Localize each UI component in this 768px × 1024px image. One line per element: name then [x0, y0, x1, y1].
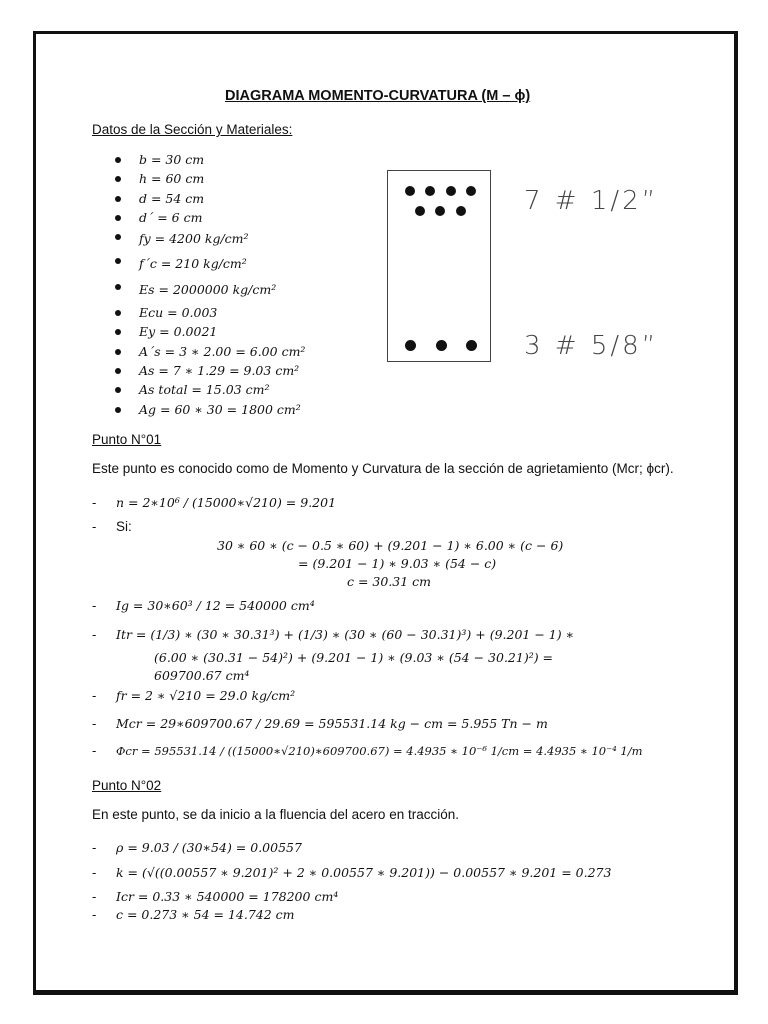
rebar-dot [435, 206, 445, 216]
formula-ig: Ig = 30∗60³ / 12 = 540000 cm⁴ [116, 598, 315, 613]
dash-marker: - [92, 519, 97, 534]
formula-rho: ρ = 9.03 / (30∗54) = 0.00557 [116, 840, 302, 855]
list-item: b = 30 cm [113, 150, 305, 169]
list-item: Ecu = 0.003 [113, 303, 305, 322]
dash-marker: - [92, 865, 97, 880]
dash-marker: - [92, 495, 97, 510]
datos-list [113, 150, 305, 419]
document-title: DIAGRAMA MOMENTO-CURVATURA (M – ϕ) [225, 88, 531, 104]
dash-marker: - [92, 889, 97, 904]
formula-mcr: Mcr = 29∗609700.67 / 29.69 = 595531.14 kg − cm = 5.955 Tn − m [116, 716, 548, 731]
formula-fr: fr = 2 ∗ √210 = 29.0 kg/cm² [116, 688, 296, 703]
formula-n: n = 2∗10⁶ / (15000∗√210) = 9.201 [116, 495, 337, 510]
list-item: d´ = 6 cm [113, 208, 305, 227]
rebar-dot [425, 186, 435, 196]
formula-k: k = (√((0.00557 ∗ 9.201)² + 2 ∗ 0.00557 ∗ 9.201)) − 0.00557 ∗ 9.201 = 0.273 [116, 865, 612, 880]
top-rebar-label: 7 # 1/2” [524, 186, 659, 216]
punto1-intro: Este punto es conocido como de Momento y Curvatura de la sección de agrietamiento (Mcr; ϕcr). [92, 461, 674, 476]
dash-marker: - [92, 840, 97, 855]
dash-marker: - [92, 743, 97, 758]
datos-heading: Datos de la Sección y Materiales: [92, 122, 293, 137]
rebar-dot [405, 186, 415, 196]
list-item: As = 7 ∗ 1.29 = 9.03 cm² [113, 361, 305, 380]
list-item: d = 54 cm [113, 189, 305, 208]
equation-line-2: = (9.201 − 1) ∗ 9.03 ∗ (54 − c) [298, 556, 497, 571]
dash-marker: - [92, 716, 97, 731]
bottom-rebar-label: 3 # 5/8” [524, 331, 659, 361]
formula-c: c = 0.273 ∗ 54 = 14.742 cm [116, 907, 295, 922]
punto2-heading: Punto N°02 [92, 778, 162, 793]
formula-icr: Icr = 0.33 ∗ 540000 = 178200 cm⁴ [116, 889, 339, 904]
si-label: Si: [116, 519, 132, 534]
rebar-dot [456, 206, 466, 216]
formula-itr-2: (6.00 ∗ (30.31 − 54)²) + (9.201 − 1) ∗ (9.03 ∗ (54 − 30.21)²) = [154, 650, 554, 665]
punto2-intro: En este punto, se da inicio a la fluencia del acero en tracción. [92, 807, 459, 822]
rebar-dot [446, 186, 456, 196]
rebar-dot [466, 340, 477, 351]
rebar-dot [405, 340, 416, 351]
rebar-dot [466, 186, 476, 196]
rebar-dot [415, 206, 425, 216]
dash-marker: - [92, 627, 97, 642]
list-item: As total = 15.03 cm² [113, 380, 305, 399]
list-item: Ag = 60 ∗ 30 = 1800 cm² [113, 400, 305, 419]
list-item: fy = 4200 kg/cm² [113, 227, 305, 251]
list-item: Ey = 0.0021 [113, 322, 305, 341]
equation-line-3: c = 30.31 cm [347, 574, 432, 589]
punto1-heading: Punto N°01 [92, 432, 162, 447]
list-item: f´c = 210 kg/cm² [113, 251, 305, 277]
list-item: h = 60 cm [113, 169, 305, 188]
dash-marker: - [92, 907, 97, 922]
list-item: A´s = 3 ∗ 2.00 = 6.00 cm² [113, 342, 305, 361]
dash-marker: - [92, 688, 97, 703]
formula-phicr: Φcr = 595531.14 / ((15000∗√210)∗609700.67) = 4.4935 ∗ 10⁻⁶ 1/cm = 4.4935 ∗ 10⁻⁴ 1/m [116, 744, 643, 758]
formula-itr-3: 609700.67 cm⁴ [154, 668, 250, 683]
dash-marker: - [92, 598, 97, 613]
equation-line-1: 30 ∗ 60 ∗ (c − 0.5 ∗ 60) + (9.201 − 1) ∗ 6.00 ∗ (c − 6) [217, 538, 564, 553]
rebar-dot [436, 340, 447, 351]
beam-section-figure [387, 170, 491, 362]
list-item: Es = 2000000 kg/cm² [113, 277, 305, 303]
formula-itr-1: Itr = (1/3) ∗ (30 ∗ 30.31³) + (1/3) ∗ (30 ∗ (60 − 30.31)³) + (9.201 − 1) ∗ [116, 627, 575, 642]
